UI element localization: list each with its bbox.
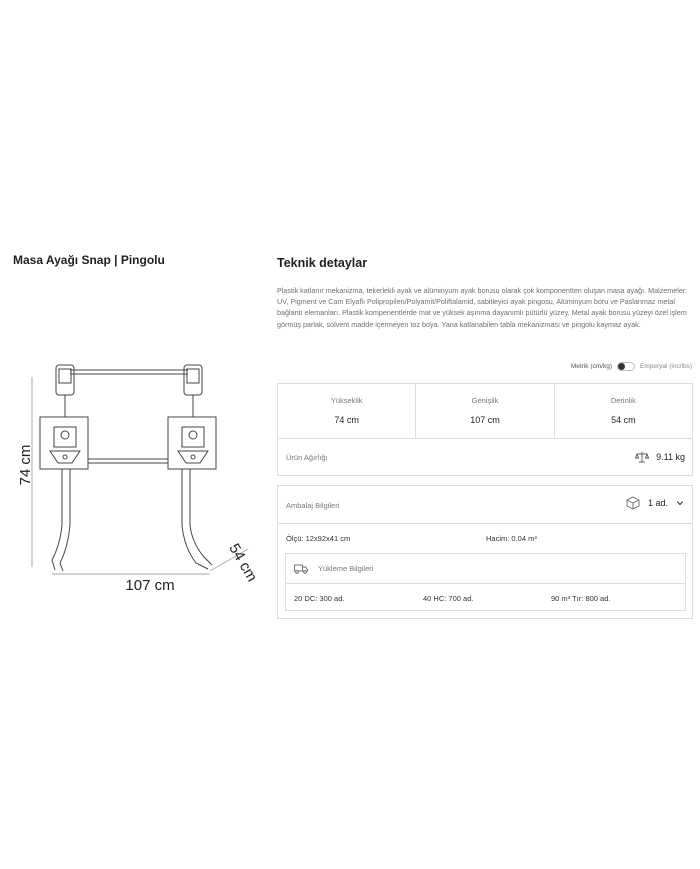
weight-value: 9.11 kg (656, 452, 685, 462)
spec-depth (555, 384, 692, 438)
imperial-label: Emperyal (inc/lbs) (639, 363, 692, 370)
loading-header (286, 554, 685, 584)
switch-knob (618, 363, 625, 370)
metric-label: Metrik (cm/kg) (570, 363, 612, 370)
spec-label: Genişlik (471, 396, 499, 405)
unit-switch[interactable] (617, 362, 635, 371)
weight-row (277, 438, 693, 476)
load-truck: 90 m³ Tır: 800 ad. (551, 594, 611, 603)
package-header[interactable] (278, 486, 692, 524)
spec-value: 74 cm (334, 415, 359, 425)
loading-label: Yükleme Bilgileri (318, 564, 374, 573)
weight-label: Ürün Ağırlığı (286, 453, 328, 462)
box-icon (626, 496, 640, 510)
depth-dimension-label: 54 cm (225, 540, 261, 585)
package-volume: Hacim: 0.04 m³ (486, 534, 537, 543)
spec-value: 107 cm (470, 415, 500, 425)
section-title: Teknik detaylar (277, 256, 368, 270)
product-technical-drawing (10, 355, 265, 600)
spec-label: Yükseklik (330, 396, 363, 405)
width-dimension-label: 107 cm (125, 577, 175, 594)
package-qty-dropdown[interactable] (626, 496, 684, 510)
package-label: Ambalaj Bilgileri (286, 501, 340, 510)
package-qty: 1 ad. (647, 498, 668, 508)
dimensions-grid (277, 383, 693, 439)
scale-icon (635, 451, 649, 463)
spec-height (278, 384, 416, 438)
spec-value: 54 cm (611, 415, 636, 425)
unit-toggle[interactable] (571, 362, 692, 371)
product-title: Masa Ayağı Snap | Pingolu (13, 253, 165, 267)
chevron-down-icon (676, 500, 684, 506)
package-dimensions: Ölçü: 12x92x41 cm (286, 534, 351, 543)
height-dimension-label: 74 cm (17, 444, 34, 486)
spec-width (416, 384, 554, 438)
loading-info (285, 553, 686, 611)
spec-label: Derinlik (610, 396, 636, 405)
load-20dc: 20 DC: 300 ad. (294, 594, 345, 603)
package-info (277, 485, 693, 619)
truck-icon (294, 564, 308, 574)
load-40hc: 40 HC: 700 ad. (423, 594, 474, 603)
product-description: Plastik katlanır mekanizma, tekerlekli ayak ve alüminyum ayak borusu olarak çok komponentten oluşan masa ayağı. Malzemeler: UV, Pigment ve Cam Elyaflı Polipropilen/Polyamit/Poliftalamid, sabitleyici ayak pingosu, Alüminyum boru ve Paslanmaz metal bağlantı elemanları. Plastik kompenentlerde mat ve yüksek aşınma dayanımlı pütürlü yüzey. Metal ayak borusu yüzeyi özel işlem görmüş parlak, solvent madde içermeyen toz boya. Yana katlanabilen tabla mekanizması ve pingolu kaymaz ayak. (277, 286, 688, 329)
